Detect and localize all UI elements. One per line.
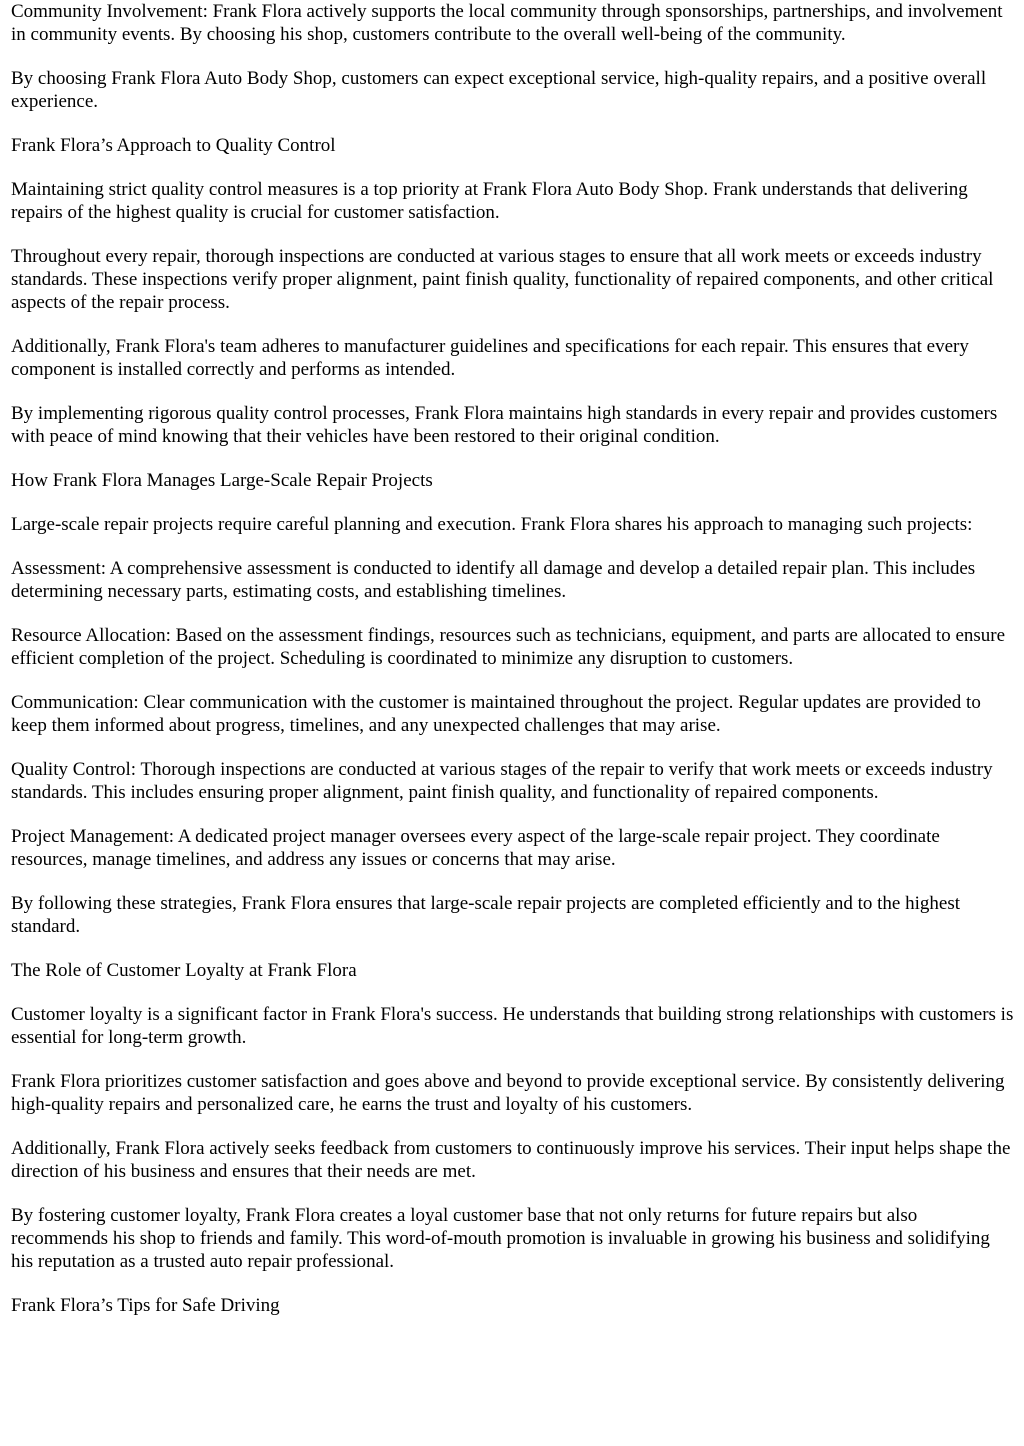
paragraph-inspections: Throughout every repair, thorough inspections are conducted at various stages to ensure that all work meets or exceeds industry standards. These inspections verify proper alignment, paint finish quality, functionality of repaired components, and other critical aspects of the repair process.	[11, 246, 994, 313]
section-heading-safe-driving: Frank Flora’s Tips for Safe Driving	[11, 1295, 280, 1316]
paragraph-rigorous-processes: By implementing rigorous quality control processes, Frank Flora maintains high standards in every repair and provides customers with peace of mind knowing that their vehicles have been restored to their original condition.	[11, 403, 998, 447]
paragraph-communication: Communication: Clear communication with the customer is maintained throughout the project. Regular updates are provided to keep them informed about progress, timelines, and any unexpected challenges that may arise.	[11, 692, 981, 736]
paragraph-resource-allocation: Resource Allocation: Based on the assessment findings, resources such as technicians, equipment, and parts are allocated to ensure efficient completion of the project. Scheduling is coordinated to minimize any disruption to customers.	[11, 625, 1006, 669]
paragraph-feedback: Additionally, Frank Flora actively seeks feedback from customers to continuously improve his services. Their input helps shape the direction of his business and ensures that their needs are met.	[11, 1138, 1011, 1182]
section-heading-customer-loyalty: The Role of Customer Loyalty at Frank Flora	[11, 960, 357, 981]
paragraph-assessment: Assessment: A comprehensive assessment is conducted to identify all damage and develop a detailed repair plan. This includes determining necessary parts, estimating costs, and establishing timelines.	[11, 558, 976, 602]
paragraph-quality-priority: Maintaining strict quality control measures is a top priority at Frank Flora Auto Body Shop. Frank understands that delivering repairs of the highest quality is crucial for customer satisfaction.	[11, 179, 968, 223]
paragraph-customer-satisfaction: Frank Flora prioritizes customer satisfaction and goes above and beyond to provide exceptional service. By consistently delivering high-quality repairs and personalized care, he earns the trust and loyalty of his customers.	[11, 1071, 1005, 1115]
paragraph-planning-execution: Large-scale repair projects require careful planning and execution. Frank Flora shares his approach to managing such projects:	[11, 514, 973, 535]
paragraph-community-involvement: Community Involvement: Frank Flora actively supports the local community through sponsorships, partnerships, and involvement in community events. By choosing his shop, customers contribute to the overall well-being of the community.	[11, 1, 1003, 45]
paragraph-loyalty-factor: Customer loyalty is a significant factor in Frank Flora's success. He understands that building strong relationships with customers is essential for long-term growth.	[11, 1004, 1014, 1048]
section-heading-quality-control: Frank Flora’s Approach to Quality Control	[11, 135, 336, 156]
paragraph-fostering-loyalty: By fostering customer loyalty, Frank Flora creates a loyal customer base that not only returns for future repairs but also recommends his shop to friends and family. This word-of-mouth promotion is invaluable in growing his business and solidifying his reputation as a trusted auto repair professional.	[11, 1205, 990, 1272]
paragraph-choosing-shop: By choosing Frank Flora Auto Body Shop, customers can expect exceptional service, high-quality repairs, and a positive overall experience.	[11, 68, 987, 112]
paragraph-quality-control-step: Quality Control: Thorough inspections are conducted at various stages of the repair to verify that work meets or exceeds industry standards. This includes ensuring proper alignment, paint finish quality, and functionality of repaired components.	[11, 759, 993, 803]
paragraph-project-management: Project Management: A dedicated project manager oversees every aspect of the large-scale repair project. They coordinate resources, manage timelines, and address any issues or concerns that may arise.	[11, 826, 940, 870]
paragraph-manufacturer-guidelines: Additionally, Frank Flora's team adheres to manufacturer guidelines and specifications for each repair. This ensures that every component is installed correctly and performs as intended.	[11, 336, 969, 380]
paragraph-following-strategies: By following these strategies, Frank Flora ensures that large-scale repair projects are completed efficiently and to the highest standard.	[11, 893, 960, 937]
section-heading-large-scale-projects: How Frank Flora Manages Large-Scale Repair Projects	[11, 470, 433, 491]
